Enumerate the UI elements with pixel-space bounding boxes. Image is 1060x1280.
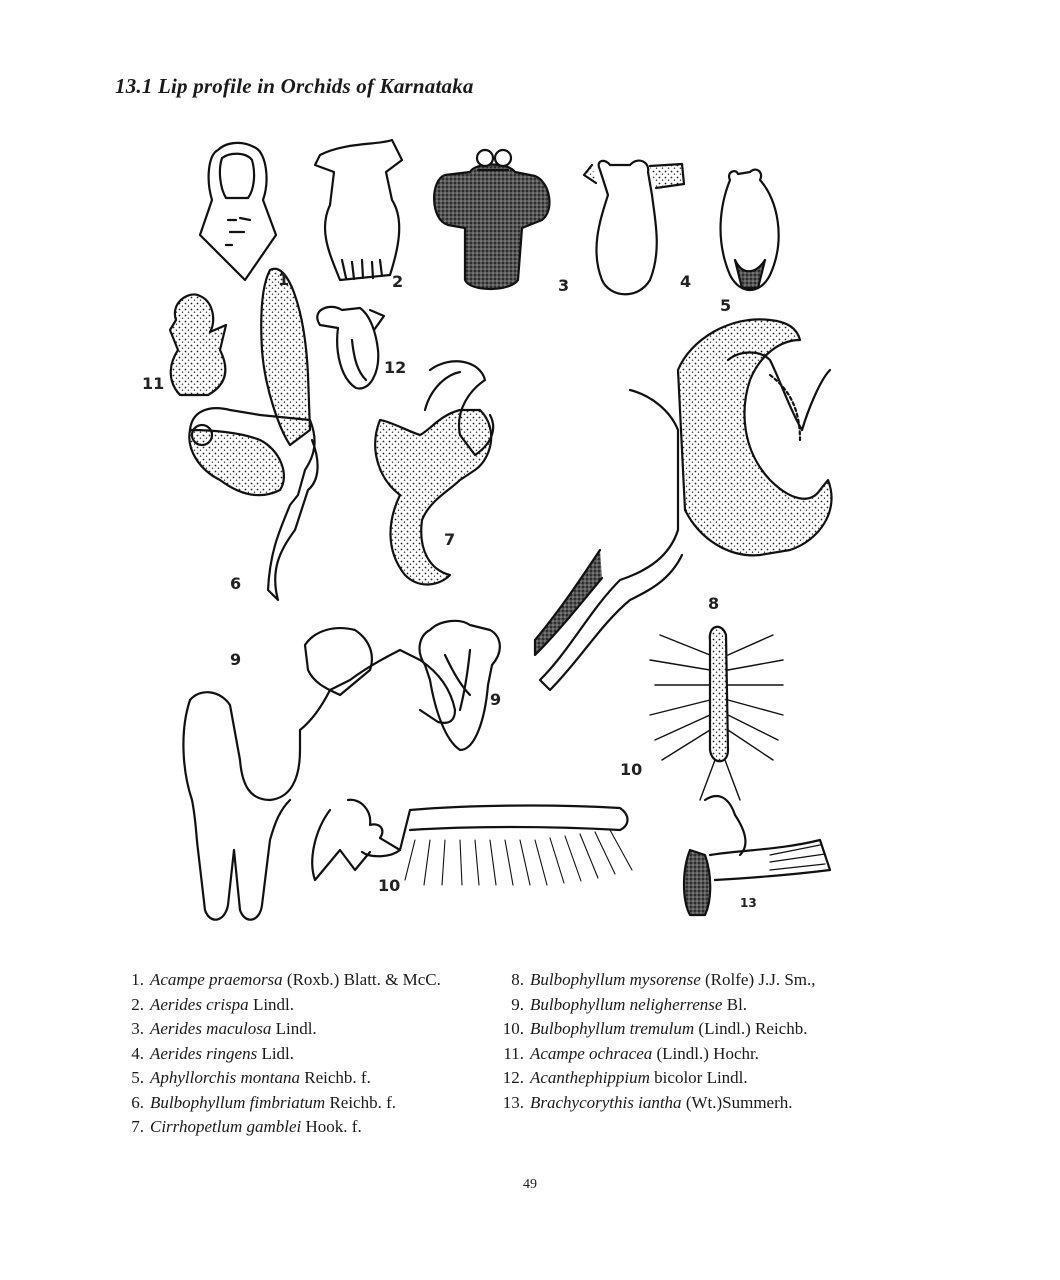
- species-list-right: [498, 968, 816, 1115]
- species-item: 8. Bulbophyllum mysorense (Rolfe) J.J. Sm.,: [511, 970, 816, 989]
- page-number: 49: [523, 1177, 537, 1192]
- lip-drawing-10-hairy: [650, 627, 783, 800]
- figure-label-12: 12: [384, 358, 407, 377]
- species-item: 2. Aerides crispa Lindl.: [131, 994, 295, 1014]
- lip-drawing-12: [317, 307, 384, 389]
- species-item: 13. Brachycorythis iantha (Wt.)Summerh.: [502, 1092, 793, 1112]
- figure-label-9-profile: 9: [230, 650, 242, 669]
- species-item: 3. Aerides maculosa Lindl.: [131, 1019, 317, 1038]
- lip-drawing-10-profile: [312, 800, 632, 885]
- figure-label-3: 3: [558, 276, 570, 295]
- species-item: 6. Bulbophyllum fimbriatum Reichb. f.: [131, 1092, 397, 1112]
- illustration-svg: [130, 110, 930, 950]
- lip-drawing-4: [584, 161, 684, 295]
- figure-label-1: 1: [278, 270, 290, 289]
- figure-label-7: 7: [444, 530, 456, 549]
- species-item: 1. Acampe praemorsa (Roxb.) Blatt. & McC.: [131, 970, 441, 989]
- species-item: 10. Bulbophyllum tremulum (Lindl.) Reichb.: [502, 1019, 808, 1038]
- species-item: 9. Bulbophyllum neligherrense Bl.: [511, 994, 748, 1014]
- species-item: 11. Acampe ochracea (Lindl.) Hochr.: [503, 1043, 759, 1063]
- species-item: 12. Acanthephippium bicolor Lindl.: [502, 1068, 748, 1087]
- lip-drawing-2: [315, 140, 402, 280]
- lip-drawing-8: [535, 319, 832, 690]
- lip-drawing-3: [434, 150, 549, 289]
- figure-label-5: 5: [720, 296, 732, 315]
- figure-label-6: 6: [230, 574, 242, 593]
- figure-label-8: 8: [708, 594, 720, 613]
- species-item: 7. Cirrhopetlum gamblei Hook. f.: [131, 1117, 362, 1136]
- figure-label-2: 2: [392, 272, 404, 291]
- figure-label-10-profile: 10: [378, 876, 401, 895]
- lip-drawing-11: [170, 294, 226, 395]
- figure-label-10-hairy: 10: [620, 760, 643, 779]
- species-item: 5. Aphyllorchis montana Reichb. f.: [131, 1068, 371, 1087]
- lip-drawing-5: [721, 170, 779, 290]
- lip-drawing-9-front: [420, 621, 500, 750]
- lip-drawing-1: [200, 143, 276, 280]
- figure-label-4: 4: [680, 272, 692, 291]
- figure-label-13: 13: [740, 896, 757, 910]
- lip-drawing-7: [375, 361, 493, 584]
- figure-label-9-front: 9: [490, 690, 502, 709]
- species-item: 4. Aerides ringens Lidl.: [131, 1043, 295, 1063]
- species-list-left: [118, 968, 441, 1140]
- lip-drawing-13: [684, 796, 830, 915]
- orchid-lip-illustration: [130, 110, 930, 950]
- figure-label-11: 11: [142, 374, 165, 393]
- page-title: 13.1 Lip profile in Orchids of Karnataka: [115, 74, 474, 98]
